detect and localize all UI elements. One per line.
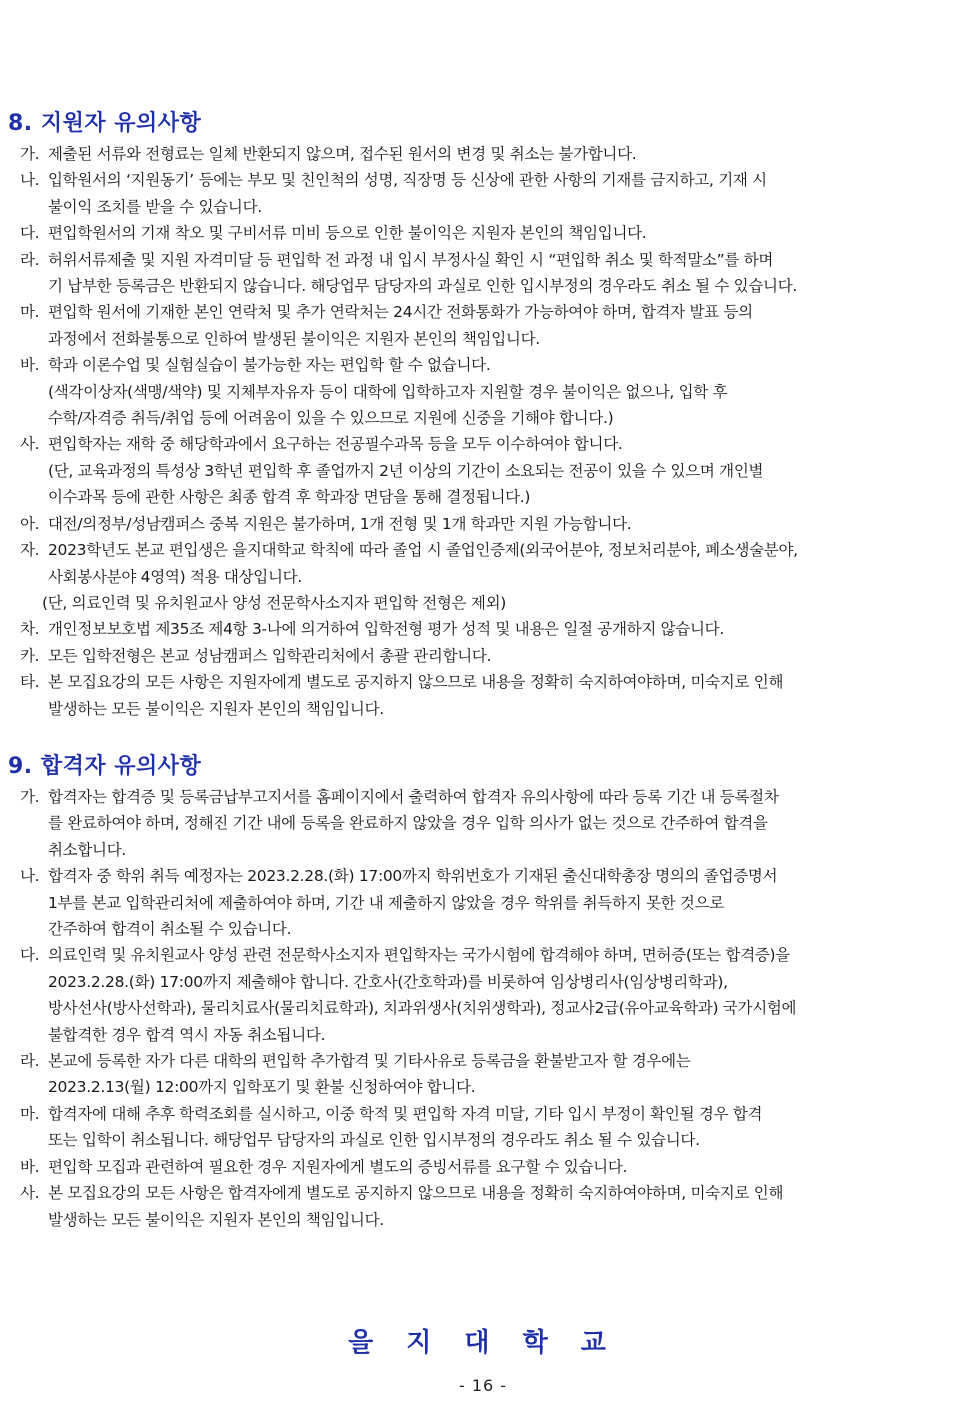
item-text — [48, 511, 955, 537]
item-marker: 타. — [20, 673, 40, 692]
list-item — [20, 669, 955, 722]
item-marker: 카. — [20, 646, 40, 665]
item-line: 사회봉사분야 4영역) 적용 대상입니다. — [48, 567, 302, 586]
item-text — [48, 863, 955, 942]
list-item — [20, 511, 955, 537]
admitted-notes-list — [20, 784, 955, 1233]
item-line: 1부를 본교 입학관리처에 제출하여야 하며, 기간 내 제출하지 않았을 경우 학위를 취득하지 못한 것으로 — [48, 893, 724, 912]
item-text — [42, 537, 955, 616]
list-item — [20, 863, 955, 942]
item-text — [48, 431, 955, 510]
item-line: 모든 입학전형은 본교 성남캠퍼스 입학관리처에서 총괄 관리합니다. — [48, 646, 492, 665]
item-line: 를 완료하여야 하며, 정해진 기간 내에 등록을 완료하지 않았을 경우 입학 의사가 없는 것으로 간주하여 합격을 — [48, 814, 768, 833]
item-text — [48, 247, 955, 300]
item-line: 2023.2.13(월) 12:00까지 입학포기 및 환불 신청하여야 합니다. — [48, 1078, 476, 1097]
item-line: 본 모집요강의 모든 사항은 지원자에게 별도로 공지하지 않으므로 내용을 정확히 숙지하여야하며, 미숙지로 인해 — [48, 673, 784, 692]
item-text — [48, 942, 955, 1048]
item-marker: 마. — [20, 303, 40, 322]
item-marker: 가. — [20, 788, 40, 806]
university-name: 을 지 대 학 교 — [348, 1328, 618, 1358]
item-line: 합격자 중 학위 취득 예정자는 2023.2.28.(화) 17:00까지 학위번호가 기재된 출신대학총장 명의의 졸업증명서 — [48, 867, 778, 886]
item-line: 불합격한 경우 합격 역시 자동 취소됩니다. — [48, 1025, 326, 1044]
item-line: 불이익 조치를 받을 수 있습니다. — [48, 197, 262, 216]
item-line: 개인정보보호법 제35조 제4항 3-나에 의거하여 입학전형 평가 성적 및 내용은 일절 공개하지 않습니다. — [48, 620, 724, 639]
item-line: 허위서류제출 및 지원 자격미달 등 편입학 전 과정 내 입시 부정사실 확인 시 “편입학 취소 및 학적말소”를 하며 — [48, 250, 774, 269]
item-line: 편입학원서의 기재 착오 및 구비서류 미비 등으로 인한 불이익은 지원자 본인의 책임입니다. — [48, 224, 647, 243]
item-line: 또는 입학이 취소됩니다. 해당업무 담당자의 과실로 인한 입시부정의 경우라도 취소 될 수 있습니다. — [48, 1131, 700, 1150]
item-text — [48, 167, 955, 220]
item-marker: 바. — [20, 356, 40, 375]
applicant-notes-list — [20, 141, 955, 722]
list-item — [20, 352, 955, 431]
item-line: 합격자에 대해 추후 학력조회를 실시하고, 이중 학적 및 편입학 자격 미달, 기타 입시 부정이 확인될 경우 합격 — [48, 1104, 763, 1123]
item-line: 제출된 서류와 전형료는 일체 반환되지 않으며, 접수된 원서의 변경 및 취소는 불가합니다. — [48, 145, 637, 163]
list-item — [20, 220, 955, 246]
item-line: 편입학 모집과 관련하여 필요한 경우 지원자에게 별도의 증빙서류를 요구할 수 있습니다. — [48, 1157, 628, 1176]
item-line: 본교에 등록한 자가 다른 대학의 편입학 추가합격 및 기타사유로 등록금을 환불받고자 할 경우에는 — [48, 1052, 691, 1071]
item-line: 학과 이론수업 및 실험실습이 불가능한 자는 편입학 할 수 없습니다. — [48, 356, 491, 375]
item-marker: 나. — [20, 867, 40, 886]
item-marker: 아. — [20, 514, 40, 533]
list-item — [20, 643, 955, 669]
list-item — [20, 537, 955, 616]
item-note: (단, 의료인력 및 유치원교사 양성 전문학사소지자 편입학 전형은 제외) — [42, 593, 506, 612]
item-line: 간주하여 합격이 취소될 수 있습니다. — [48, 920, 292, 939]
item-text — [48, 299, 955, 352]
item-marker: 사. — [20, 435, 40, 454]
item-text — [48, 669, 955, 722]
item-marker: 차. — [20, 620, 40, 639]
list-item — [20, 167, 955, 220]
item-line: 입학원서의 ‘지원동기’ 등에는 부모 및 친인척의 성명, 직장명 등 신상에 관한 사항의 기재를 금지하고, 기재 시 — [48, 171, 767, 190]
item-marker: 나. — [20, 171, 40, 190]
item-text — [48, 141, 955, 167]
list-item — [20, 141, 955, 167]
item-text — [48, 352, 955, 431]
item-marker: 다. — [20, 946, 40, 965]
list-item — [20, 247, 955, 300]
item-line: 방사선사(방사선학과), 물리치료사(물리치료학과), 치과위생사(치위생학과), 정교사2급(유아교육학과) 국가시험에 — [48, 999, 797, 1018]
item-line: 발생하는 모든 불이익은 지원자 본인의 책임입니다. — [48, 1210, 384, 1229]
item-line: 대전/의정부/성남캠퍼스 중복 지원은 불가하며, 1개 전형 및 1개 학과만 지원 가능합니다. — [48, 514, 632, 533]
list-item — [20, 431, 955, 510]
item-line: 편입학자는 재학 중 해당학과에서 요구하는 전공필수과목 등을 모두 이수하여야 합니다. — [48, 435, 623, 454]
item-line: 취소합니다. — [48, 840, 126, 859]
item-line: 과정에서 전화불통으로 인하여 발생된 불이익은 지원자 본인의 책임입니다. — [48, 329, 540, 348]
item-text — [48, 1180, 955, 1233]
item-line: 수학/자격증 취득/취업 등에 어려움이 있을 수 있으므로 지원에 신중을 기해야 합니다.) — [48, 409, 614, 428]
item-line: 합격자는 합격증 및 등록금납부고지서를 홈페이지에서 출력하여 합격자 유의사항에 따라 등록 기간 내 등록절차 — [48, 788, 779, 806]
list-item — [20, 1154, 955, 1180]
section-title-applicant-notes: 8. 지원자 유의사항 — [8, 111, 202, 136]
page-number: - 16 - — [458, 1376, 508, 1395]
item-line: 2023.2.28.(화) 17:00까지 제출해야 합니다. 간호사(간호학과)를 비롯하여 임상병리사(임상병리학과), — [48, 972, 728, 991]
item-marker: 사. — [20, 1184, 40, 1203]
item-marker: 자. — [20, 541, 40, 560]
list-item — [20, 1180, 955, 1233]
section-title-admitted-notes: 9. 합격자 유의사항 — [8, 754, 202, 779]
list-item — [20, 1048, 955, 1101]
item-text — [48, 616, 955, 642]
list-item — [20, 784, 955, 863]
item-text — [48, 220, 955, 246]
item-line: (단, 교육과정의 특성상 3학년 편입학 후 졸업까지 2년 이상의 기간이 소요되는 전공이 있을 수 있으며 개인별 — [48, 461, 764, 480]
item-line: (색각이상자(색맹/색약) 및 지체부자유자 등이 대학에 입학하고자 지원할 경우 불이익은 없으나, 입학 후 — [48, 382, 728, 401]
item-text — [48, 784, 955, 863]
list-item — [20, 942, 955, 1048]
item-marker: 가. — [20, 145, 40, 163]
list-item — [20, 1101, 955, 1154]
item-line: 편입학 원서에 기재한 본인 연락처 및 추가 연락처는 24시간 전화통화가 가능하여야 하며, 합격자 발표 등의 — [48, 303, 753, 322]
list-item — [20, 616, 955, 642]
item-line: 본 모집요강의 모든 사항은 합격자에게 별도로 공지하지 않으므로 내용을 정확히 숙지하여야하며, 미숙지로 인해 — [48, 1184, 784, 1203]
item-marker: 라. — [20, 250, 40, 269]
item-text — [48, 1048, 955, 1101]
item-line: 발생하는 모든 불이익은 지원자 본인의 책임입니다. — [48, 699, 384, 718]
item-line: 2023학년도 본교 편입생은 을지대학교 학칙에 따라 졸업 시 졸업인증제(외국어분야, 정보처리분야, 폐소생술분야, — [48, 541, 798, 560]
item-text — [48, 1101, 955, 1154]
item-marker: 바. — [20, 1157, 40, 1176]
item-line: 기 납부한 등록금은 반환되지 않습니다. 해당업무 담당자의 과실로 인한 입시부정의 경우라도 취소 될 수 있습니다. — [48, 277, 797, 296]
item-line: 의료인력 및 유치원교사 양성 관련 전문학사소지자 편입학자는 국가시험에 합격해야 하며, 면허증(또는 합격증)을 — [48, 946, 790, 965]
item-line: 이수과목 등에 관한 사항은 최종 합격 후 학과장 면담을 통해 결정됩니다.) — [48, 488, 531, 507]
item-marker: 다. — [20, 224, 40, 243]
item-marker: 마. — [20, 1104, 40, 1123]
list-item — [20, 299, 955, 352]
item-marker: 라. — [20, 1052, 40, 1071]
item-text — [48, 643, 955, 669]
item-text — [48, 1154, 955, 1180]
